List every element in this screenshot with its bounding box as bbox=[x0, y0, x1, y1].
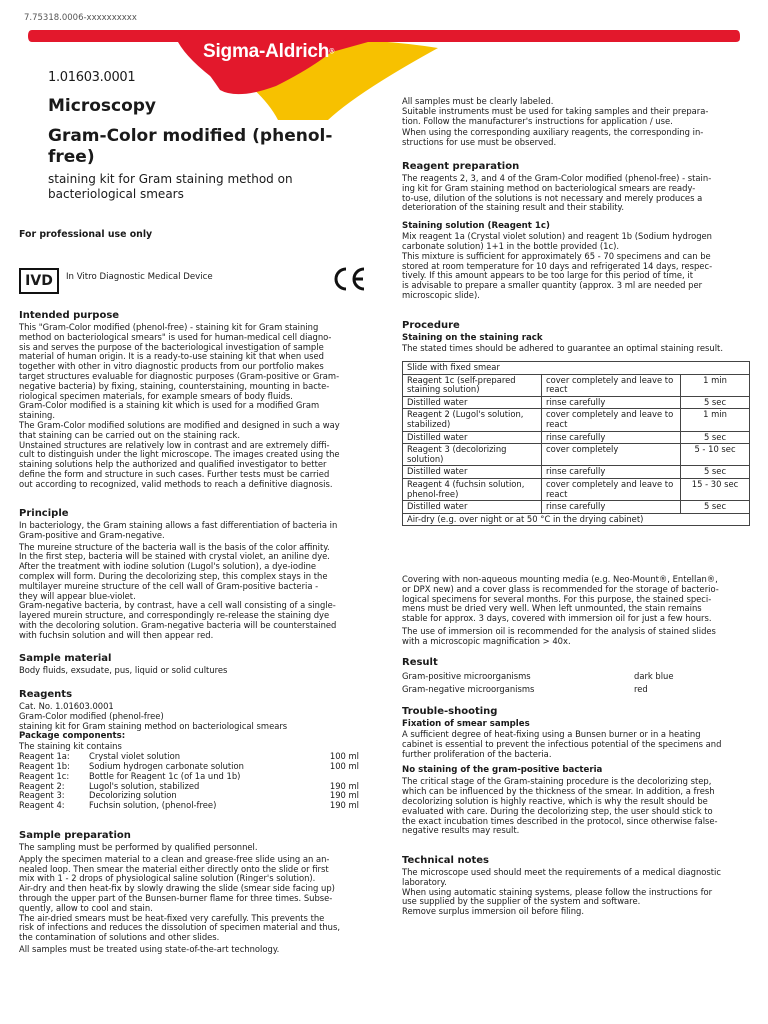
immersion-oil-text: The use of immersion oil is recommended for the analysis of stained slides with a microscopic magnification > 40x. bbox=[402, 625, 716, 646]
procedure-table-row bbox=[403, 444, 750, 466]
reagent-volume: 190 ml bbox=[329, 790, 359, 801]
labeling-text-2: When using the corresponding auxiliary reagents, the corresponding in- structions for use must be observed. bbox=[402, 127, 704, 148]
product-title: Gram-Color modified (phenol-free) bbox=[48, 126, 333, 167]
procedure-step-cell: Distilled water bbox=[403, 396, 542, 409]
procedure-action-cell: cover completely and leave to react bbox=[542, 478, 681, 500]
sample-preparation-text-3: All samples must be treated using state-of-the-art technology. bbox=[19, 943, 280, 954]
procedure-table-row bbox=[403, 409, 750, 431]
result-section bbox=[402, 657, 752, 696]
procedure-action-cell: rinse carefully bbox=[542, 501, 681, 514]
reagents-section bbox=[19, 689, 369, 811]
reagent-volume: 190 ml bbox=[329, 780, 359, 791]
intended-purpose-text-2: Gram-Color modified is a staining kit which is used for a modified Gram staining. bbox=[19, 400, 320, 421]
procedure-action-cell: rinse carefully bbox=[542, 396, 681, 409]
principle-text-1: In bacteriology, the Gram staining allows a fast differentiation of bacteria in Gram-positive and Gram-negative. bbox=[19, 520, 338, 540]
intended-purpose-text-4: Unstained structures are relatively low in contrast and are extremely diffi- cult to distinguish under the light microscope. The images created using the staining solutions help the authorized and qualified investigator to better define the form and structure in such cases. Further tests must be carried out according to recognized, valid methods to reach a definitive diagnosis. bbox=[19, 439, 340, 489]
procedure-time-cell: 5 sec bbox=[681, 501, 750, 514]
brand-logo-text bbox=[203, 41, 334, 63]
procedure-step-cell: Distilled water bbox=[403, 466, 542, 479]
result-row bbox=[402, 670, 752, 683]
sample-preparation-heading: Sample preparation bbox=[19, 830, 131, 841]
reagent-id: Reagent 1b: bbox=[19, 760, 70, 771]
staining-solution-text: Mix reagent 1a (Crystal violet solution) and reagent 1b (Sodium hydrogen carbonate solution) 1+1 in the bottle provided (1c). This mixture is sufficient for approximately 65 - 70 specimens and can be stored at room temperature for 10 days and refrigerated 14 days, respec- tively. If this amount appears to be too large for this period of time, it is advisable to prepare a smaller quantity (approx. 3 ml are needed per microscopic slide). bbox=[402, 231, 713, 300]
procedure-action-cell: cover completely and leave to react bbox=[542, 409, 681, 431]
procedure-table-row bbox=[403, 431, 750, 444]
troubleshooting-heading: Trouble-shooting bbox=[402, 706, 498, 717]
fixation-text: A sufficient degree of heat-fixing using a Bunsen burner or in a heating cabinet is essential to prevent the infectious potential of the specimens and further proliferation of the bacteria. bbox=[402, 729, 722, 759]
technical-notes-section bbox=[402, 855, 752, 917]
product-subtitle: staining kit for Gram staining method on bacteriological smears bbox=[48, 172, 293, 201]
result-value: red bbox=[634, 684, 648, 694]
procedure-table-footer-cell: Air-dry (e.g. over night or at 50 °C in the drying cabinet) bbox=[403, 513, 750, 526]
reagent-name: Sodium hydrogen carbonate solution bbox=[89, 760, 244, 771]
procedure-action-cell: cover completely bbox=[542, 444, 681, 466]
sample-preparation-text-2: Apply the specimen material to a clean and grease-free slide using an an- nealed loop. Then smear the material either directly onto the slide or first mix with 1 - 2 drops of physiological saline solution (Ringer's solution). Air-dry and then heat-fix by slowly drawing the slide (smear side facing up) through the upper part of the Bunsen-burner flame for three times. Subse- quently, allow to cool and stain. The air-dried smears must be heat-fixed very carefully. This prevents the risk of infections and reduces the dissolution of specimen material and thus, the contamination of solutions and other slides. bbox=[19, 853, 341, 943]
procedure-step-cell: Distilled water bbox=[403, 431, 542, 444]
no-staining-text: The critical stage of the Gram-staining procedure is the decolorizing step, which can be influenced by the thickness of the smear. In addition, a fresh decolorizing solution is highly reactive, which is why the result should be evaluated with care. During the decolorizing step, the user should stick to the exact incubation times described in the protocol, since otherwise false- negative results may result. bbox=[402, 776, 718, 836]
reagent-name: Crystal violet solution bbox=[89, 751, 181, 762]
procedure-action-cell: cover completely and leave to react bbox=[542, 374, 681, 396]
procedure-section bbox=[402, 320, 752, 354]
principle-heading: Principle bbox=[19, 508, 69, 519]
reagent-preparation-section bbox=[402, 161, 752, 301]
reagents-heading: Reagents bbox=[19, 689, 73, 700]
staining-rack-heading: Staining on the staining rack bbox=[402, 333, 543, 343]
procedure-step-cell: Reagent 3 (decolorizing solution) bbox=[403, 444, 542, 466]
procedure-table-row bbox=[403, 478, 750, 500]
reagent-volume: 100 ml bbox=[329, 760, 359, 771]
result-value: dark blue bbox=[634, 671, 674, 681]
procedure-time-cell: 5 sec bbox=[681, 431, 750, 444]
kit-contains-text: The staining kit contains bbox=[19, 741, 122, 752]
procedure-table bbox=[402, 361, 750, 526]
intended-purpose-text-1: This "Gram-Color modified (phenol-free) - staining kit for Gram staining method on bacteriological smears" is used for human-medical cell diagno- sis and serves the purpose of the bacteriological investigation of sample material of human origin. It is a ready-to-use staining kit that when used together with other in vitro diagnostic products from our portfolio makes target structures evaluable for diagnostic purposes (Gram-positive or Gram- negative bacteria) by fixing, staining, counterstaining, mounting in bacte- riological specimen materials, for example smears of body fluids. bbox=[19, 322, 340, 401]
procedure-table-row bbox=[403, 396, 750, 409]
sample-material-text: Body fluids, exsudate, pus, liquid or solid cultures bbox=[19, 665, 228, 675]
reagent-id: Reagent 2: bbox=[19, 780, 65, 791]
reagents-text: Cat. No. 1.01603.0001 Gram-Color modified (phenol-free) staining kit for Gram staining method on bacteriological smears bbox=[19, 701, 288, 731]
reagent-id: Reagent 4: bbox=[19, 800, 65, 811]
brand-name: Sigma-Aldrich bbox=[203, 41, 330, 62]
sample-preparation-text-1: The sampling must be performed by qualified personnel. bbox=[19, 842, 258, 852]
intended-purpose-heading: Intended purpose bbox=[19, 310, 120, 321]
result-label: Gram-negative microorganisms bbox=[402, 684, 535, 694]
procedure-intro-text: The stated times should be adhered to guarantee an optimal staining result. bbox=[402, 343, 723, 353]
brand-registered: ® bbox=[329, 48, 335, 56]
intended-purpose-section bbox=[19, 310, 369, 490]
reagent-list bbox=[19, 752, 369, 811]
reagent-row bbox=[19, 801, 369, 811]
procedure-table-header-cell: Slide with fixed smear bbox=[403, 362, 750, 375]
principle-section bbox=[19, 508, 369, 641]
procedure-table-footer bbox=[403, 513, 750, 526]
reagent-row bbox=[19, 782, 369, 792]
reagent-id: Reagent 1a: bbox=[19, 751, 70, 762]
no-staining-heading: No staining of the gram-positive bacteria bbox=[402, 765, 603, 776]
procedure-time-cell: 5 - 10 sec bbox=[681, 444, 750, 466]
reagent-id: Reagent 3: bbox=[19, 790, 65, 801]
mounting-section bbox=[402, 575, 752, 647]
result-heading: Result bbox=[402, 657, 438, 668]
reagent-id: Reagent 1c: bbox=[19, 770, 70, 781]
procedure-time-cell: 1 min bbox=[681, 409, 750, 431]
package-components-heading: Package components: bbox=[19, 731, 126, 742]
technical-notes-heading: Technical notes bbox=[402, 855, 489, 866]
category-title: Microscopy bbox=[48, 96, 157, 116]
reagent-name: Bottle for Reagent 1c (of 1a und 1b) bbox=[89, 770, 241, 781]
procedure-step-cell: Reagent 2 (Lugol's solution, stabilized) bbox=[403, 409, 542, 431]
result-list bbox=[402, 670, 752, 696]
mounting-text: Covering with non-aqueous mounting media (e.g. Neo-Mount®, Entellan®, or DPX new) and a cover glass is recommended for the storage of bacterio- logical specimens for several months. For this purpose, the stained speci- mens must be dried very well. When left unmounted, the stain remains stable for approx. 3 days, covered with immersion oil for just a few hours. bbox=[402, 574, 719, 624]
procedure-heading: Procedure bbox=[402, 320, 460, 331]
professional-use-note: For professional use only bbox=[19, 229, 153, 240]
procedure-action-cell: rinse carefully bbox=[542, 431, 681, 444]
principle-text-2: The mureine structure of the bacteria wall is the basis of the color affinity. In the first step, bacteria will be stained with crystal violet, an aniline dye. After the treatment with iodine solution (Lugol's solution), a dye-iodine complex will form. During the decolorizing step, this complex stays in the multilayer mureine structure of the cell wall of Gram-positive bacteria - they will appear blue-violet. Gram-negative bacteria, by contrast, have a cell wall consisting of a single- layered murein structure, and correspondingly re-release the staining dye with the decoloring solution. Gram-negative bacteria will be counterstained with fuchsin solution and will then appear red. bbox=[19, 541, 337, 640]
procedure-table-row bbox=[403, 374, 750, 396]
result-row bbox=[402, 683, 752, 696]
sample-material-heading: Sample material bbox=[19, 653, 112, 664]
result-label: Gram-positive microorganisms bbox=[402, 671, 531, 681]
procedure-action-cell: rinse carefully bbox=[542, 466, 681, 479]
procedure-time-cell: 5 sec bbox=[681, 466, 750, 479]
procedure-time-cell: 15 - 30 sec bbox=[681, 478, 750, 500]
reagent-preparation-text: The reagents 2, 3, and 4 of the Gram-Color modified (phenol-free) - stain- ing kit for Gram staining method on bacteriological smears are ready- to-use, dilution of the solutions is not necessary and merely produces a deterioration of the staining result and their stability. bbox=[402, 173, 712, 213]
reagent-name: Decolorizing solution bbox=[89, 790, 177, 801]
troubleshooting-section bbox=[402, 706, 752, 836]
sample-preparation-section bbox=[19, 830, 369, 955]
sample-material-section bbox=[19, 653, 369, 676]
reagent-name: Fuchsin solution, (phenol-free) bbox=[89, 800, 217, 811]
labeling-section bbox=[402, 97, 752, 148]
procedure-table-header bbox=[403, 362, 750, 375]
procedure-table-row bbox=[403, 501, 750, 514]
document-code: 7.75318.0006-xxxxxxxxxx bbox=[24, 13, 137, 23]
ce-mark-icon bbox=[332, 266, 368, 296]
reagent-volume: 190 ml bbox=[329, 800, 359, 811]
reagent-preparation-heading: Reagent preparation bbox=[402, 161, 520, 172]
intended-purpose-text-3: The Gram-Color modified solutions are modified and designed in such a way that staining can be carried out on the staining rack. bbox=[19, 419, 340, 440]
ivd-text: In Vitro Diagnostic Medical Device bbox=[66, 272, 213, 282]
reagent-volume: 100 ml bbox=[329, 751, 359, 762]
catalog-number: 1.01603.0001 bbox=[48, 70, 136, 85]
staining-solution-heading: Staining solution (Reagent 1c) bbox=[402, 221, 550, 232]
procedure-step-cell: Reagent 4 (fuchsin solution, phenol-free) bbox=[403, 478, 542, 500]
ivd-symbol: IVD bbox=[19, 268, 59, 294]
fixation-heading: Fixation of smear samples bbox=[402, 719, 530, 729]
technical-notes-text: The microscope used should meet the requirements of a medical diagnostic laboratory. When using automatic staining systems, please follow the instructions for use supplied by the supplier of the system and software. Remove surplus immersion oil before filing. bbox=[402, 867, 721, 917]
procedure-time-cell: 1 min bbox=[681, 374, 750, 396]
procedure-table-row bbox=[403, 466, 750, 479]
labeling-text-1: All samples must be clearly labeled. Suitable instruments must be used for taking samples and their prepara- tion. Follow the manufacturer's instructions for application / use. bbox=[402, 96, 709, 126]
procedure-step-cell: Reagent 1c (self-prepared staining solution) bbox=[403, 374, 542, 396]
reagent-name: Lugol's solution, stabilized bbox=[89, 780, 200, 791]
procedure-step-cell: Distilled water bbox=[403, 501, 542, 514]
procedure-time-cell: 5 sec bbox=[681, 396, 750, 409]
